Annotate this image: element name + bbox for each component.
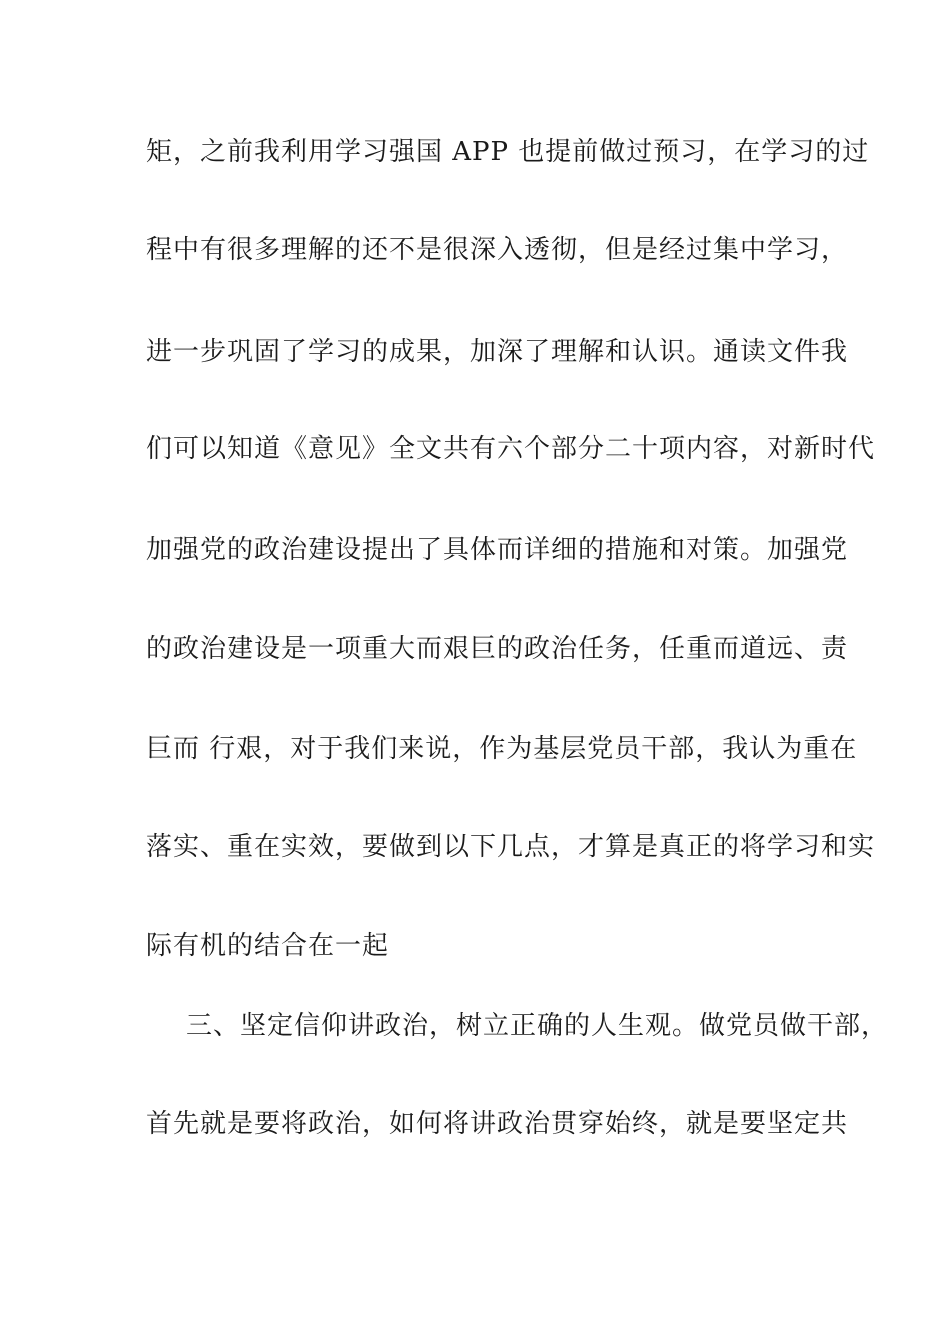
paragraph-line: 的政治建设是一项重大而艰巨的政治任务，任重而道远、责 <box>146 634 849 664</box>
paragraph-line: 进一步巩固了学习的成果，加深了理解和认识。通读文件我 <box>146 337 849 367</box>
paragraph-line: 巨而 行艰，对于我们来说，作为基层党员干部，我认为重在 <box>146 734 858 764</box>
paragraph-end-line: 际有机的结合在一起 <box>146 931 390 961</box>
paragraph-line: 首先就是要将政治，如何将讲政治贯穿始终，就是要坚定共 <box>146 1109 849 1139</box>
paragraph-line: 程中有很多理解的还不是很深入透彻，但是经过集中学习， <box>146 235 849 265</box>
paragraph-line: 落实、重在实效，要做到以下几点，才算是真正的将学习和实 <box>146 832 876 862</box>
section-heading-line: 三、坚定信仰讲政治，树立正确的人生观。做党员做干部， <box>186 1011 889 1041</box>
paragraph-line: 矩，之前我利用学习强国 APP 也提前做过预习，在学习的过 <box>146 137 870 167</box>
paragraph-line: 加强党的政治建设提出了具体而详细的措施和对策。加强党 <box>146 535 849 565</box>
paragraph-line: 们可以知道《意见》全文共有六个部分二十项内容，对新时代 <box>146 434 876 464</box>
